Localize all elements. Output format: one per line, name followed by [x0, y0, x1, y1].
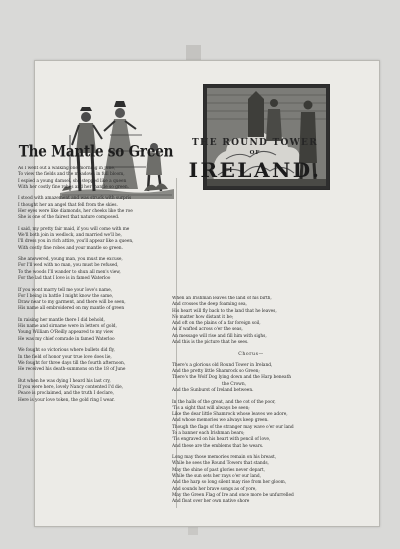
verse-line: the Crown,: [222, 381, 246, 387]
verse-line: And oft on the plains of a far foreign soil,: [172, 321, 261, 327]
verse-line: And sounds her brave songs as of yore,: [172, 486, 257, 492]
verse-line: Long may those memories remain on his breast,: [172, 455, 277, 461]
verse-line: Her eyes were like diamonds, her cheeks like the roe: [18, 208, 133, 214]
verse-line: Draw near to my garment, and there will be seen,: [18, 300, 126, 306]
song-title-round-tower-line3: IRELAND.: [188, 158, 322, 182]
verse-line: And the Sunburst of Ireland between.: [172, 388, 254, 394]
verse-line: To view the fields and the meadows in full bloom,: [18, 172, 125, 178]
verse-line: With her costly fine robes and her mantle so green.: [18, 184, 129, 190]
verse-line: And this is the picture that he sees.: [172, 340, 249, 346]
verse-line: To a banner each Irishman bears;: [172, 431, 245, 437]
verse-line: I espied a young damsel, she stepped like a queen: [18, 178, 127, 184]
verse-line: May the shine of past glories never depart,: [172, 467, 265, 473]
verse-line: She answered, young man, you must me excuse,: [18, 257, 123, 263]
verse-line: No matter how distant it be;: [172, 314, 234, 320]
verse: [18, 318, 173, 343]
song-title-mantle-so-green: The Mantle so Green: [18, 142, 174, 162]
verse-line: If you wont marry tell me your love's name,: [18, 287, 112, 293]
verse-line: I said, my pretty fair maid, if you will come with me: [18, 226, 130, 232]
verse-line: We fought so victorious where bullets did fly,: [18, 348, 115, 354]
verse-line: She is one of the fairest that nature composed.: [18, 215, 120, 221]
verse: [18, 227, 173, 252]
chorus-label: Chorus—: [238, 351, 264, 357]
chorus-verse: [172, 363, 330, 394]
verse-line: He received his death-summons on the 18 of June: [18, 367, 126, 373]
verse-line: There's a glorious old Round Tower in Ireland,: [172, 362, 273, 368]
verse: [172, 296, 330, 346]
verse: [172, 455, 330, 505]
verse-line: And the pretty little Shamrock so Green;: [172, 369, 260, 375]
verse-line: In the halls of the great, and the cot of the poor,: [172, 399, 276, 405]
verse-line: But when he was dying I heard his last cry,: [18, 378, 111, 384]
verse: [18, 379, 173, 404]
verse-line: I'll dress you in rich attire, you'll appear like a queen,: [18, 239, 134, 245]
verse-line: We fought for three days till the fourth afternoon,: [18, 360, 126, 366]
verse: [18, 288, 173, 313]
song-title-round-tower-line2: OF: [249, 150, 261, 156]
verse-line: Young William O'Reilly appeared to my view: [18, 330, 114, 336]
verse-line: As I went out a walking one morning in June,: [18, 166, 116, 171]
verse-line: Though the flags of the stranger may wave o'er our land: [172, 424, 294, 430]
verse-line: For I being in battle I might know the same,: [18, 293, 114, 299]
verse-line: For I'll wed with no man, you must be refused,: [18, 263, 119, 269]
verse-line: In raising her mantle there I did behold,: [18, 317, 105, 323]
verse-line: An message will rise and fill him with sighs,: [172, 333, 267, 339]
verse-line: We'll both join in wedlock, and married we'll be,: [18, 233, 122, 239]
verse-line: And these are the emblems that he wears.: [172, 443, 264, 449]
verse: [172, 400, 330, 450]
right-song-verses: [172, 296, 330, 511]
verse: [18, 196, 173, 221]
verse-line: As if wafted across o'er the seas,: [172, 327, 243, 333]
verse-line: And crosses the deep foaming sea,: [172, 302, 247, 308]
verse-line: His heart will fly back to the land that he leaves,: [172, 308, 277, 314]
verse: [18, 348, 173, 373]
top-tab: [186, 45, 201, 61]
verse: [18, 166, 173, 191]
verse-line: To the woods I'll wander to shun all men's view,: [18, 269, 121, 275]
verse-line: His name all embroidered on my mantle of green: [18, 306, 125, 312]
verse-line: May the Green Flag of Ire and once more be unfurrelled: [172, 492, 294, 498]
verse-line: With costly fine robes and your mantle so green.: [18, 245, 123, 251]
song-title-round-tower-line1: THE ROUND TOWER: [191, 138, 318, 148]
verse-line: And whose memories we always keep green.: [172, 418, 269, 424]
verse-line: If you were here, lovely Nancy contented I'd die,: [18, 384, 123, 390]
verse-line: Here is your love token, the gold ring I wear.: [18, 397, 115, 403]
verse-line: When an Irishman leaves the land of his birth,: [172, 296, 272, 301]
verse-line: For the lad that I love is in famed Waterloo: [18, 276, 111, 282]
verse-line: There's the Wolf Dog lying down and the Harp beneath: [172, 375, 292, 381]
verse-line: He was my chief comrade in famed Waterloo: [18, 336, 115, 342]
verse-line: Peace is proclaimed, and the truth I declare,: [18, 391, 115, 397]
verse: [18, 257, 173, 282]
verse-line: And float over her own native shore: [172, 499, 250, 505]
verse-line: Like the dear little Shamrock whose leaves we adore,: [172, 412, 288, 418]
verse-line: 'Tis a sight that will always be seen;: [172, 405, 250, 411]
verse-line: While the sun sets her rays o'er our land,: [172, 473, 261, 479]
left-song-verses: [18, 166, 173, 409]
verse-line: While he sees the Round Towers that stands,: [172, 461, 269, 467]
verse-line: I stood with amazement and was struck with surpris: [18, 196, 132, 202]
verse-line: His name and sirname were in letters of gold,: [18, 324, 117, 330]
verse-line: And the harp so long silent may rise from her gloom,: [172, 480, 287, 486]
verse-line: In the field of honor your true love does lie,: [18, 354, 112, 360]
verse-line: I thought her an angel that fell from the skies.: [18, 202, 118, 208]
verse-line: 'Tis engraved on his heart with pencil of love,: [172, 437, 271, 443]
